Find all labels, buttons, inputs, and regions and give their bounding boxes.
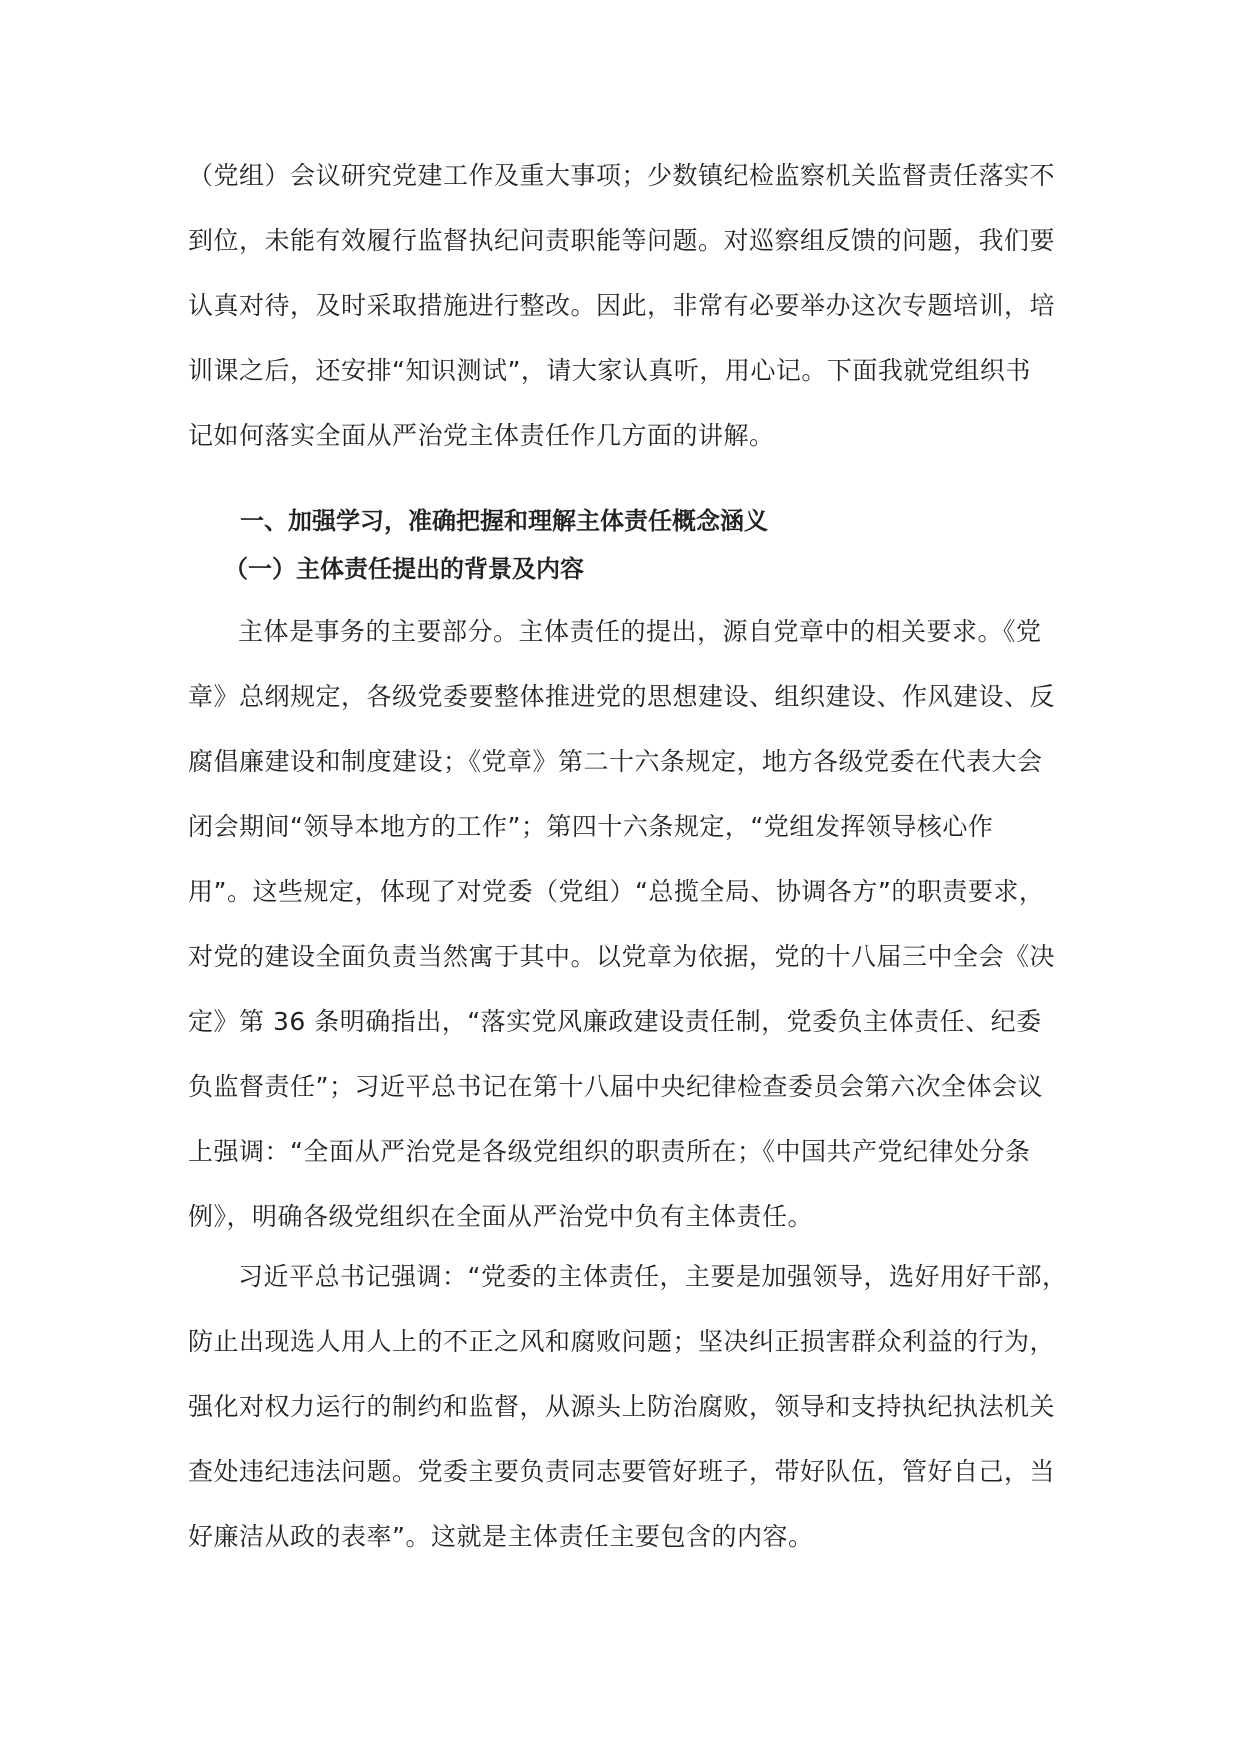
section-heading-block xyxy=(188,497,1078,593)
continued-paragraph xyxy=(188,143,1078,468)
text-line: 查处违纪违法问题。党委主要负责同志要管好班子，带好队伍，管好自己，当 xyxy=(188,1457,1056,1486)
paragraph-1 xyxy=(188,599,1078,1249)
text-line: 腐倡廉建设和制度建设；《党章》第二十六条规定，地方各级党委在代表大会 xyxy=(188,747,1043,776)
text-line: 主体是事务的主要部分。主体责任的提出，源自党章中的相关要求。《党 xyxy=(238,617,1042,646)
text-line: 认真对待，及时采取措施进行整改。因此，非常有必要举办这次专题培训，培 xyxy=(188,291,1056,320)
text-line: 例》，明确各级党组织在全面从严治党中负有主体责任。 xyxy=(188,1202,814,1231)
text-line: 到位，未能有效履行监督执纪问责职能等问题。对巡察组反馈的问题，我们要 xyxy=(188,226,1056,255)
text-line: 训课之后，还安排“知识测试”，请大家认真听，用心记。下面我就党组织书 xyxy=(188,356,1031,385)
text-line: 防止出现选人用人上的不正之风和腐败问题；坚决纠正损害群众利益的行为， xyxy=(188,1327,1056,1356)
text-line: 对党的建设全面负责当然寓于其中。以党章为依据，党的十八届三中全会《决 xyxy=(188,942,1056,971)
text-line: 记如何落实全面从严治党主体责任作几方面的讲解。 xyxy=(188,421,775,450)
paragraph-body xyxy=(188,1244,1078,1569)
paragraph-body xyxy=(188,599,1078,1249)
paragraph-body xyxy=(188,143,1078,468)
text-line: 负监督责任”；习近平总书记在第十八届中央纪律检查委员会第六次全体会议 xyxy=(188,1072,1043,1101)
subsection-heading: （一）主体责任提出的背景及内容 xyxy=(224,555,584,583)
text-line: 用”。这些规定，体现了对党委（党组）“总揽全局、协调各方”的职责要求， xyxy=(188,877,1045,906)
text-line: 习近平总书记强调：“党委的主体责任，主要是加强领导，选好用好干部， xyxy=(238,1262,1068,1291)
text-line: 上强调：“全面从严治党是各级党组织的职责所在；《中国共产党纪律处分条 xyxy=(188,1137,1031,1166)
text-line: （党组）会议研究党建工作及重大事项；少数镇纪检监察机关监督责任落实不 xyxy=(188,161,1056,190)
text-line: 章》总纲规定，各级党委要整体推进党的思想建设、组织建设、作风建设、反 xyxy=(188,682,1056,711)
paragraph-2 xyxy=(188,1244,1078,1569)
text-line: 强化对权力运行的制约和监督，从源头上防治腐败，领导和支持执纪执法机关 xyxy=(188,1392,1056,1421)
text-line: 闭会期间“领导本地方的工作”；第四十六条规定，“党组发挥领导核心作 xyxy=(188,812,994,841)
text-line: 好廉洁从政的表率”。这就是主体责任主要包含的内容。 xyxy=(188,1522,814,1551)
section-heading: 一、加强学习，准确把握和理解主体责任概念涵义 xyxy=(240,507,768,535)
text-line: 定》第 36 条明确指出，“落实党风廉政建设责任制，党委负主体责任、纪委 xyxy=(188,1007,1042,1036)
